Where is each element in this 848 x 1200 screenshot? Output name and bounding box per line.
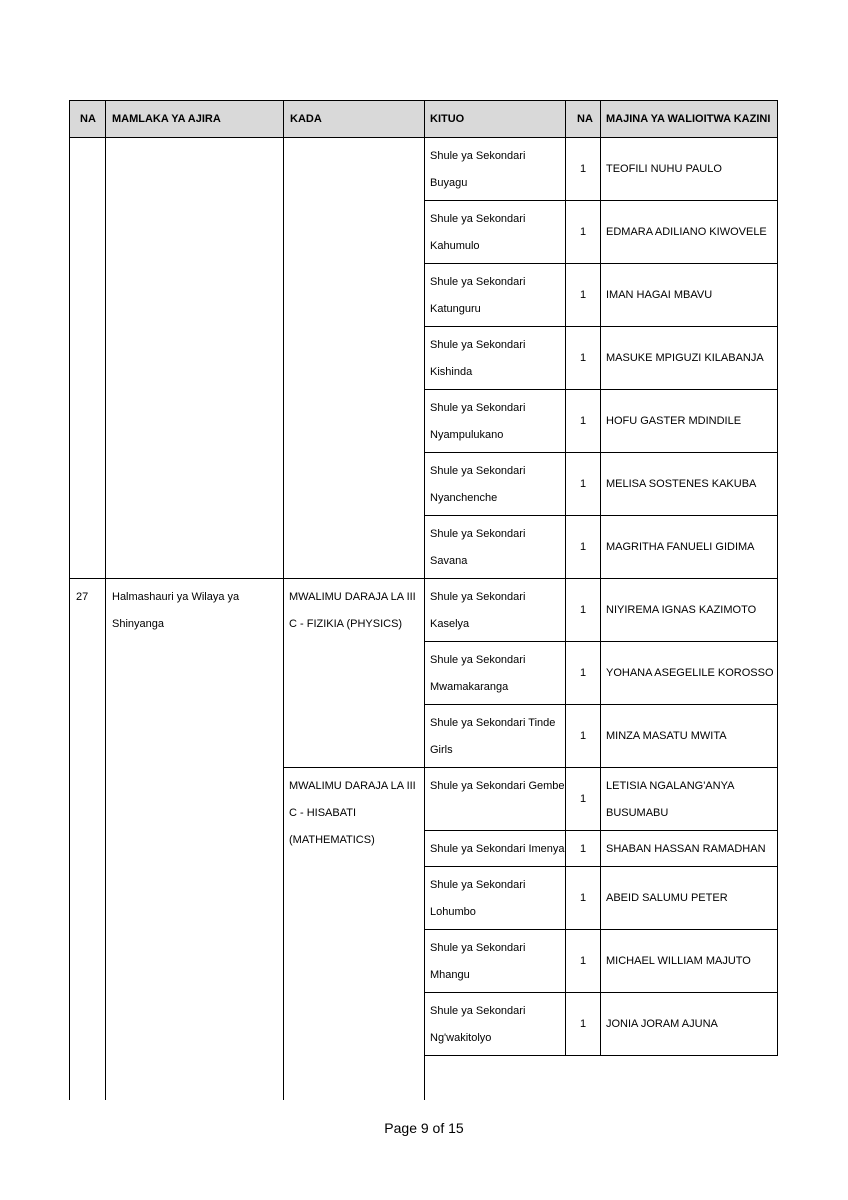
kada1-line2: C - FIZIKIA (PHYSICS) — [289, 618, 403, 630]
col-border — [565, 100, 566, 1056]
row-border — [425, 992, 778, 993]
kituo-line2: Buyagu — [430, 177, 468, 189]
row-count: 1 — [579, 478, 587, 490]
kituo-line1: Shule ya Sekondari — [430, 465, 526, 477]
row-count: 1 — [579, 892, 587, 904]
name-line1: MELISA SOSTENES KAKUBA — [606, 478, 757, 490]
row-border — [425, 704, 778, 705]
kada-separator — [284, 767, 778, 768]
kituo-line2: Nyampulukano — [430, 429, 504, 441]
kituo-line2: Nyanchenche — [430, 492, 498, 504]
name-line1: EDMARA ADILIANO KIWOVELE — [606, 226, 767, 238]
row-count: 1 — [579, 1018, 587, 1030]
kituo-line1: Shule ya Sekondari — [430, 402, 526, 414]
kituo-line2: Mhangu — [430, 969, 470, 981]
col-border — [69, 100, 70, 1100]
name-line1: YOHANA ASEGELILE KOROSSO — [606, 667, 774, 679]
row-border — [425, 641, 778, 642]
group-number: 27 — [76, 591, 89, 603]
row-count: 1 — [579, 843, 587, 855]
kituo-line1: Shule ya Sekondari Tinde — [430, 717, 556, 729]
kituo-line1: Shule ya Sekondari — [430, 528, 526, 540]
row-border — [425, 515, 778, 516]
header-majina: MAJINA YA WALIOITWA KAZINI — [606, 113, 771, 125]
name-line1: MICHAEL WILLIAM MAJUTO — [606, 955, 751, 967]
col-border — [105, 100, 106, 1100]
row-count: 1 — [579, 226, 587, 238]
kituo-line2: Savana — [430, 555, 468, 567]
row-border — [425, 326, 778, 327]
row-count: 1 — [579, 667, 587, 679]
name-line1: JONIA JORAM AJUNA — [606, 1018, 718, 1030]
name-line1: MAGRITHA FANUELI GIDIMA — [606, 541, 755, 553]
kituo-line1: Shule ya Sekondari — [430, 942, 526, 954]
row-count: 1 — [579, 415, 587, 427]
name-line1: IMAN HAGAI MBAVU — [606, 289, 713, 301]
kituo-line1: Shule ya Sekondari — [430, 654, 526, 666]
kituo-line1: Shule ya Sekondari — [430, 150, 526, 162]
kituo-line2: Kishinda — [430, 366, 473, 378]
row-count: 1 — [579, 352, 587, 364]
kituo-line2: Kaselya — [430, 618, 470, 630]
kituo-line1: Shule ya Sekondari — [430, 213, 526, 225]
kituo-line1: Shule ya Sekondari Imenya — [430, 843, 565, 855]
kituo-line2: Katunguru — [430, 303, 481, 315]
row-border — [425, 389, 778, 390]
row-border — [425, 929, 778, 930]
row-count: 1 — [579, 730, 587, 742]
row-count: 1 — [579, 955, 587, 967]
kituo-line1: Shule ya Sekondari Gembe — [430, 780, 565, 792]
kituo-line1: Shule ya Sekondari — [430, 276, 526, 288]
row-border — [425, 866, 778, 867]
kituo-line1: Shule ya Sekondari — [430, 879, 526, 891]
row-border — [425, 1055, 778, 1056]
header-na: NA — [80, 113, 96, 125]
row-border — [425, 830, 778, 831]
name-line1: TEOFILI NUHU PAULO — [606, 163, 722, 175]
row-count: 1 — [579, 604, 587, 616]
name-line1: HOFU GASTER MDINDILE — [606, 415, 742, 427]
name-line1: SHABAN HASSAN RAMADHAN — [606, 843, 766, 855]
header-na-count: NA — [577, 113, 593, 125]
name-line1: MINZA MASATU MWITA — [606, 730, 727, 742]
kituo-line1: Shule ya Sekondari — [430, 1005, 526, 1017]
row-count: 1 — [579, 289, 587, 301]
kada2-line3: (MATHEMATICS) — [289, 834, 375, 846]
row-border — [425, 452, 778, 453]
kituo-line2: Lohumbo — [430, 906, 476, 918]
kituo-line2: Kahumulo — [430, 240, 480, 252]
col-border — [424, 100, 425, 1100]
kituo-line2: Ng'wakitolyo — [430, 1032, 492, 1044]
page-footer: Page 9 of 15 — [384, 1120, 464, 1136]
name-line1: LETISIA NGALANG'ANYA — [606, 780, 735, 792]
kada1-line1: MWALIMU DARAJA LA III — [289, 591, 416, 603]
kada2-line1: MWALIMU DARAJA LA III — [289, 780, 416, 792]
name-line1: MASUKE MPIGUZI KILABANJA — [606, 352, 764, 364]
row-count: 1 — [579, 163, 587, 175]
table-right-border — [777, 100, 778, 1056]
header-kada: KADA — [290, 113, 322, 125]
header-kituo: KITUO — [430, 113, 465, 125]
col-border — [600, 100, 601, 1056]
name-line1: NIYIREMA IGNAS KAZIMOTO — [606, 604, 757, 616]
header-mamlaka: MAMLAKA YA AJIRA — [112, 113, 221, 125]
mamlaka-line2: Shinyanga — [112, 618, 164, 630]
col-border — [283, 100, 284, 1100]
name-line2: BUSUMABU — [606, 807, 669, 819]
kituo-line1: Shule ya Sekondari — [430, 591, 526, 603]
name-line1: ABEID SALUMU PETER — [606, 892, 728, 904]
row-border — [425, 263, 778, 264]
kada2-line2: C - HISABATI — [289, 807, 357, 819]
row-count: 1 — [579, 541, 587, 553]
kituo-line1: Shule ya Sekondari — [430, 339, 526, 351]
row-border — [425, 200, 778, 201]
mamlaka-line1: Halmashauri ya Wilaya ya — [112, 591, 240, 603]
row-count: 1 — [579, 793, 587, 805]
kituo-line2: Mwamakaranga — [430, 681, 509, 693]
kituo-line2: Girls — [430, 744, 453, 756]
